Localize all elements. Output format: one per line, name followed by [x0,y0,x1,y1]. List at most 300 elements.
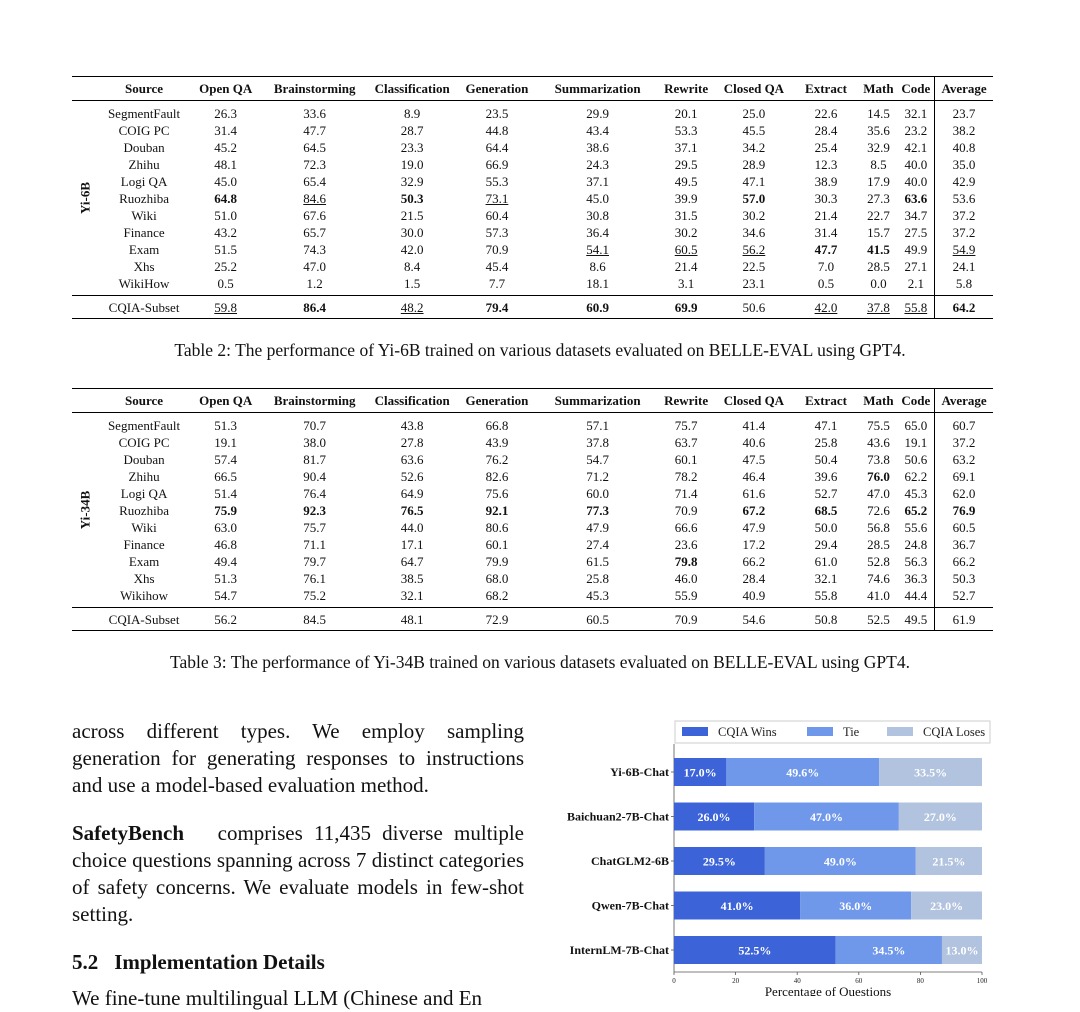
table-row [72,101,993,123]
bar-value-label: 49.0% [823,854,857,869]
value-cell: 57.0 [742,191,766,206]
model-group-cell [72,101,97,296]
value-cell: 50.6 [742,299,766,315]
bar-value-label: 27.0% [923,810,957,824]
source-cell: Xhs [133,259,155,274]
value-cell: 19.0 [400,157,424,172]
source-cell: Exam [128,554,160,569]
value-cell: 51.4 [214,486,238,501]
value-cell: 67.6 [303,208,327,223]
value-cell: 7.0 [817,259,835,274]
value-cell: 55.6 [904,520,928,535]
value-cell: 66.2 [935,553,993,570]
value-cell: 19.1 [214,435,238,450]
value-cell: 50.8 [814,611,838,627]
table-row [72,258,993,275]
legend-swatch [887,727,913,736]
value-cell: 52.6 [400,469,424,484]
value-cell: 64.2 [935,296,993,319]
value-cell: 70.9 [485,242,509,257]
value-cell: 79.8 [674,554,698,569]
value-cell: 38.6 [586,140,609,155]
value-cell: 61.0 [814,554,838,569]
value-cell: 0.0 [870,276,887,291]
column-header: Classification [374,393,450,408]
table-row [72,122,993,139]
empty-cell [72,608,97,631]
value-cell: 34.6 [742,225,766,240]
value-cell: 66.9 [485,157,509,172]
value-cell: 65.2 [904,503,928,518]
x-tick-label: 80 [916,977,924,985]
value-cell: 31.5 [674,208,698,223]
source-cell: Douban [123,452,165,467]
value-cell: 47.0 [867,486,890,501]
table-row [72,156,993,173]
value-cell: 47.5 [742,452,766,467]
value-cell: 23.1 [742,276,766,291]
value-cell: 23.6 [674,537,698,552]
value-cell: 61.6 [742,486,766,501]
value-cell: 22.7 [867,208,890,223]
value-cell: 43.4 [586,123,609,138]
column-header: Code [901,81,931,96]
value-cell: 28.4 [742,571,766,586]
value-cell: 47.7 [814,242,838,257]
value-cell: 76.9 [935,502,993,519]
column-header: Math [863,81,894,96]
value-cell: 54.7 [586,452,609,467]
legend-swatch [807,727,833,736]
y-tick-label: Yi-6B-Chat [610,765,669,779]
value-cell: 49.4 [214,554,238,569]
value-cell: 27.1 [904,259,928,274]
value-cell: 37.2 [935,207,993,224]
table-header-row [72,77,993,101]
value-cell: 70.9 [674,611,698,627]
value-cell: 66.5 [214,469,238,484]
value-cell: 24.1 [935,258,993,275]
value-cell: 51.0 [214,208,238,223]
value-cell: 30.2 [742,208,766,223]
source-cell: Zhihu [128,469,160,484]
value-cell: 54.9 [935,241,993,258]
value-cell: 46.8 [214,537,238,552]
value-cell: 60.1 [674,452,698,467]
table-row [72,519,993,536]
value-cell: 22.6 [814,106,838,121]
value-cell: 30.2 [674,225,698,240]
value-cell: 36.7 [935,536,993,553]
bar-value-label: 47.0% [809,810,843,824]
value-cell: 50.3 [935,570,993,587]
value-cell: 33.6 [303,106,327,121]
value-cell: 63.7 [674,435,698,450]
value-cell: 69.1 [935,468,993,485]
value-cell: 34.7 [904,208,928,223]
value-cell: 59.8 [214,299,238,315]
column-header: Extract [805,81,847,96]
value-cell: 57.4 [214,452,238,467]
bar-value-label: 34.5% [872,943,906,958]
value-cell: 45.0 [586,191,609,206]
value-cell: 7.7 [488,276,506,291]
value-cell: 17.2 [742,537,766,552]
value-cell: 45.2 [214,140,238,155]
value-cell: 77.3 [586,503,609,518]
value-cell: 86.4 [303,299,327,315]
table-row [72,434,993,451]
value-cell: 61.9 [935,608,993,631]
value-cell: 35.0 [935,156,993,173]
section-title: Implementation Details [114,950,325,974]
value-cell: 51.3 [214,571,238,586]
table-3-caption: Table 3: The performance of Yi-34B trained on various datasets evaluated on BELLE-EVAL using GPT4. [170,652,910,672]
value-cell: 19.1 [904,435,928,450]
source-cell: Douban [123,140,165,155]
value-cell: 21.5 [400,208,424,223]
value-cell: 42.9 [935,173,993,190]
value-cell: 55.9 [674,588,698,603]
value-cell: 44.8 [485,123,509,138]
value-cell: 71.4 [674,486,698,501]
value-cell: 76.5 [400,503,424,518]
column-header: Classification [374,81,450,96]
value-cell: 65.7 [303,225,327,240]
x-tick-label: 20 [732,977,740,985]
value-cell: 48.2 [400,299,424,315]
column-header: Open QA [199,393,253,408]
value-cell: 72.3 [303,157,327,172]
value-cell: 62.2 [904,469,928,484]
table-row [72,502,993,519]
value-cell: 80.6 [485,520,509,535]
value-cell: 44.0 [400,520,424,535]
value-cell: 65.0 [904,418,928,433]
value-cell: 75.2 [303,588,327,603]
value-cell: 37.8 [867,299,890,315]
value-cell: 74.3 [303,242,327,257]
source-cell: Logi QA [120,174,168,189]
value-cell: 70.7 [303,418,327,433]
value-cell: 25.0 [742,106,766,121]
chart-svg [545,716,1005,996]
table-row [72,275,993,296]
y-tick-label: InternLM-7B-Chat [569,943,669,957]
bar-value-label: 52.5% [738,943,772,958]
value-cell: 60.5 [674,242,698,257]
value-cell: 28.5 [867,259,890,274]
table-row [72,241,993,258]
value-cell: 2.1 [907,276,924,291]
value-cell: 57.1 [586,418,609,433]
value-cell: 23.2 [904,123,928,138]
table-3 [72,388,993,631]
value-cell: 29.4 [814,537,838,552]
value-cell: 1.2 [306,276,323,291]
value-cell: 5.8 [935,275,993,296]
value-cell: 24.8 [904,537,928,552]
value-cell: 27.5 [904,225,928,240]
value-cell: 50.0 [814,520,838,535]
value-cell: 30.3 [814,191,838,206]
value-cell: 17.9 [867,174,890,189]
source-cell: COIG PC [118,435,170,450]
value-cell: 63.0 [214,520,238,535]
value-cell: 78.2 [674,469,698,484]
value-cell: 41.5 [867,242,890,257]
value-cell: 37.1 [674,140,698,155]
value-cell: 70.9 [674,503,698,518]
source-cell: Wiki [131,208,157,223]
value-cell: 40.9 [742,588,766,603]
value-cell: 52.5 [867,611,890,627]
value-cell: 60.4 [485,208,509,223]
column-header: Generation [465,81,529,96]
value-cell: 46.4 [742,469,766,484]
column-header: Generation [465,393,529,408]
value-cell: 51.3 [214,418,238,433]
value-cell: 21.4 [814,208,838,223]
value-cell: 49.5 [904,611,928,627]
bar-value-label: 21.5% [932,854,966,869]
value-cell: 71.2 [586,469,609,484]
legend-label: CQIA Loses [923,725,986,739]
value-cell: 8.5 [870,157,887,172]
value-cell: 40.0 [904,174,928,189]
value-cell: 49.5 [674,174,698,189]
value-cell: 20.1 [674,106,698,121]
value-cell: 28.5 [867,537,890,552]
value-cell: 27.4 [586,537,609,552]
value-cell: 56.2 [214,611,238,627]
value-cell: 75.7 [303,520,327,535]
column-header: Source [125,81,164,96]
value-cell: 39.6 [814,469,838,484]
value-cell: 64.5 [303,140,327,155]
table-row [72,451,993,468]
value-cell: 75.6 [485,486,509,501]
value-cell: 52.8 [867,554,890,569]
value-cell: 76.4 [303,486,327,501]
legend-swatch [682,727,708,736]
value-cell: 90.4 [303,469,327,484]
value-cell: 51.5 [214,242,238,257]
bar-value-label: 49.6% [786,765,820,780]
x-tick-label: 100 [976,977,988,985]
column-header: Brainstorming [273,81,356,96]
column-header: Rewrite [664,393,709,408]
column-header: Code [901,393,931,408]
table-row [72,536,993,553]
value-cell: 27.3 [867,191,890,206]
value-cell: 63.6 [904,191,928,206]
value-cell: 56.3 [904,554,928,569]
column-header: Closed QA [723,393,785,408]
x-tick-label: 60 [855,977,863,985]
value-cell: 23.5 [485,106,509,121]
value-cell: 81.7 [303,452,327,467]
table-row [72,139,993,156]
value-cell: 53.3 [674,123,698,138]
value-cell: 25.2 [214,259,238,274]
value-cell: 92.3 [303,503,327,518]
value-cell: 54.7 [214,588,238,603]
table-row [72,587,993,608]
value-cell: 50.3 [400,191,424,206]
safetybench-description: comprises 11,435 diverse multiple choice questions spanning across 7 distinct categories of safety concerns. We evaluate models in few-shot setting. [72,821,524,926]
value-cell: 1.5 [404,276,421,291]
value-cell: 55.8 [814,588,838,603]
value-cell: 60.0 [586,486,609,501]
value-cell: 12.3 [814,157,838,172]
value-cell: 63.2 [935,451,993,468]
value-cell: 25.8 [814,435,838,450]
value-cell: 23.3 [400,140,424,155]
column-header: Summarization [554,81,641,96]
column-header: Brainstorming [273,393,356,408]
value-cell: 43.2 [214,225,238,240]
x-axis-label: Percentage of Questions [764,984,892,996]
value-cell: 42.0 [400,242,424,257]
model-group-label: Yi-34B [77,490,93,530]
source-cell: Zhihu [128,157,160,172]
value-cell: 45.0 [214,174,238,189]
column-header: Rewrite [664,81,709,96]
value-cell: 24.3 [586,157,609,172]
value-cell: 79.7 [303,554,327,569]
value-cell: 66.2 [742,554,766,569]
value-cell: 52.7 [814,486,838,501]
source-cell: Ruozhiba [119,191,169,206]
value-cell: 46.0 [674,571,698,586]
column-header: Summarization [554,393,641,408]
bar-value-label: 17.0% [683,765,717,780]
value-cell: 56.2 [742,242,766,257]
bar-value-label: 36.0% [839,899,873,913]
value-cell: 31.4 [214,123,238,138]
source-cell: SegmentFault [107,418,181,433]
value-cell: 32.1 [904,106,928,121]
bar-value-label: 29.5% [702,854,736,869]
paragraph-safetybench [72,820,524,928]
table-row [72,468,993,485]
value-cell: 63.6 [400,452,424,467]
value-cell: 37.8 [586,435,609,450]
value-cell: 65.4 [303,174,327,189]
value-cell: 79.4 [485,299,509,315]
source-cell: Wiki [131,520,157,535]
source-cell: Xhs [133,571,155,586]
value-cell: 75.5 [867,418,890,433]
value-cell: 38.5 [400,571,424,586]
value-cell: 47.9 [586,520,609,535]
table-row [72,173,993,190]
value-cell: 31.4 [814,225,838,240]
value-cell: 29.5 [674,157,698,172]
value-cell: 64.9 [400,486,424,501]
value-cell: 48.1 [400,611,424,627]
value-cell: 69.9 [674,299,698,315]
value-cell: 64.8 [214,191,238,206]
value-cell: 41.4 [742,418,766,433]
value-cell: 38.9 [814,174,838,189]
value-cell: 40.6 [742,435,766,450]
value-cell: 54.1 [586,242,609,257]
bar-value-label: 23.0% [930,899,964,913]
value-cell: 32.9 [867,140,890,155]
value-cell: 36.3 [904,571,928,586]
value-cell: 47.1 [742,174,766,189]
source-cell: SegmentFault [107,106,181,121]
table-row [72,553,993,570]
column-header: Average [935,77,993,101]
source-cell: COIG PC [118,123,170,138]
source-cell: Exam [128,242,160,257]
value-cell: 67.2 [742,503,766,518]
value-cell: 18.1 [586,276,609,291]
table-2-caption: Table 2: The performance of Yi-6B trained on various datasets evaluated on BELLE-EVAL using GPT4. [174,340,906,360]
table-row [72,190,993,207]
value-cell: 53.6 [935,190,993,207]
value-cell: 36.4 [586,225,609,240]
x-tick-label: 40 [793,977,801,985]
value-cell: 29.9 [586,106,609,121]
value-cell: 49.9 [904,242,928,257]
value-cell: 71.1 [303,537,327,552]
value-cell: 62.0 [935,485,993,502]
bar-value-label: 26.0% [697,810,731,824]
value-cell: 61.5 [586,554,609,569]
table-row [72,570,993,587]
value-cell: 75.7 [674,418,698,433]
value-cell: 45.3 [904,486,928,501]
value-cell: 74.6 [867,571,890,586]
value-cell: 41.0 [867,588,890,603]
value-cell: 21.4 [674,259,698,274]
value-cell: 35.6 [867,123,890,138]
section-heading [72,950,325,975]
value-cell: 3.1 [677,276,695,291]
table-row [72,413,993,435]
value-cell: 76.1 [303,571,327,586]
value-cell: 37.2 [935,434,993,451]
source-cell: Wikihow [120,588,168,603]
value-cell: 40.8 [935,139,993,156]
value-cell: 66.8 [485,418,509,433]
value-cell: 47.0 [303,259,327,274]
value-cell: 45.3 [586,588,609,603]
value-cell: 50.6 [904,452,928,467]
value-cell: 34.2 [742,140,766,155]
value-cell: 66.6 [674,520,698,535]
value-cell: 0.5 [217,276,234,291]
value-cell: 17.1 [400,537,424,552]
value-cell: 72.9 [485,611,509,627]
group-header-cell [72,389,97,413]
value-cell: 38.0 [303,435,327,450]
column-header: Source [125,393,164,408]
summary-row [72,608,993,631]
value-cell: 47.9 [742,520,766,535]
value-cell: 82.6 [485,469,509,484]
value-cell: 8.9 [404,106,421,121]
value-cell: 42.1 [904,140,928,155]
value-cell: 23.7 [935,101,993,123]
legend-label: Tie [843,725,860,739]
value-cell: 47.1 [814,418,838,433]
table-row [72,207,993,224]
